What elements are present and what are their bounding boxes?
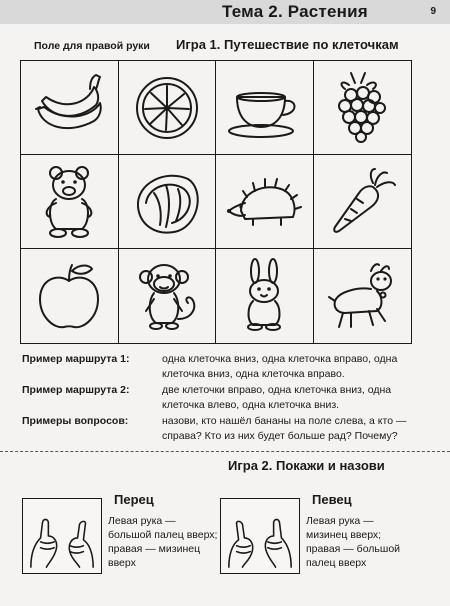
grid-cell-hedgehog	[216, 155, 314, 249]
page-number: 9	[430, 6, 436, 17]
section-divider	[0, 451, 450, 452]
monkey-icon	[126, 257, 208, 335]
raspberry-icon	[321, 69, 403, 147]
gesture-card-singer	[220, 490, 410, 582]
lemon-slice-icon	[126, 69, 208, 147]
gesture-card-singer-description: Левая рука — мизинец вверх; правая — большой палец вверх	[306, 515, 401, 569]
question-examples-label: Примеры вопросов:	[22, 415, 129, 427]
game2-title: Игра 2. Покажи и назови	[228, 458, 385, 473]
grid-cell-carrot	[314, 155, 412, 249]
grid-cell-bunny	[216, 249, 314, 343]
route-example-1-text: одна клеточка вниз, одна клеточка вправо, одна клеточка вниз, одна клеточка вправо.	[162, 353, 398, 380]
teddy-bear-icon	[28, 163, 110, 241]
carrot-icon	[321, 163, 403, 241]
hedgehog-icon	[223, 163, 305, 241]
bunny-icon	[223, 257, 305, 335]
hands-gesture-icon	[23, 499, 101, 573]
grid-cell-goat	[314, 249, 412, 343]
gesture-illustration	[22, 498, 102, 574]
page-title: Тема 2. Растения	[222, 2, 368, 21]
gesture-card-pepper-description: Левая рука — большой палец вверх; правая — мизинец вверх	[108, 515, 218, 569]
grid-cell-cabbage	[119, 155, 217, 249]
banana-icon	[28, 69, 110, 147]
grid-cell-bear	[21, 155, 119, 249]
grid-cell-apple	[21, 249, 119, 343]
goat-icon	[321, 257, 403, 335]
hands-gesture-icon	[221, 499, 299, 573]
gesture-illustration	[220, 498, 300, 574]
picture-grid	[20, 60, 412, 344]
gesture-card-singer-name: Певец	[312, 492, 352, 507]
grid-cell-banana	[21, 61, 119, 155]
gesture-card-pepper-name: Перец	[114, 492, 154, 507]
route-example-1-label: Пример маршрута 1:	[22, 353, 130, 365]
route-example-2-text: две клеточки вправо, одна клеточка вниз, одна клеточка влево, одна клеточка вниз.	[162, 384, 392, 411]
teacup-icon	[223, 69, 305, 147]
apple-icon	[28, 257, 110, 335]
cabbage-icon	[126, 163, 208, 241]
gesture-card-pepper	[22, 490, 218, 582]
route-example-2-label: Пример маршрута 2:	[22, 384, 130, 396]
grid-cell-teacup	[216, 61, 314, 155]
game1-title: Игра 1. Путешествие по клеточкам	[176, 37, 399, 52]
grid-cell-lemon	[119, 61, 217, 155]
grid-cell-raspberry	[314, 61, 412, 155]
field-label: Поле для правой руки	[34, 40, 150, 52]
question-examples-text: назови, кто нашёл бананы на поле слева, а кто — справа? Кто из них будет больше рад? Почему?	[162, 415, 407, 442]
grid-cell-monkey	[119, 249, 217, 343]
